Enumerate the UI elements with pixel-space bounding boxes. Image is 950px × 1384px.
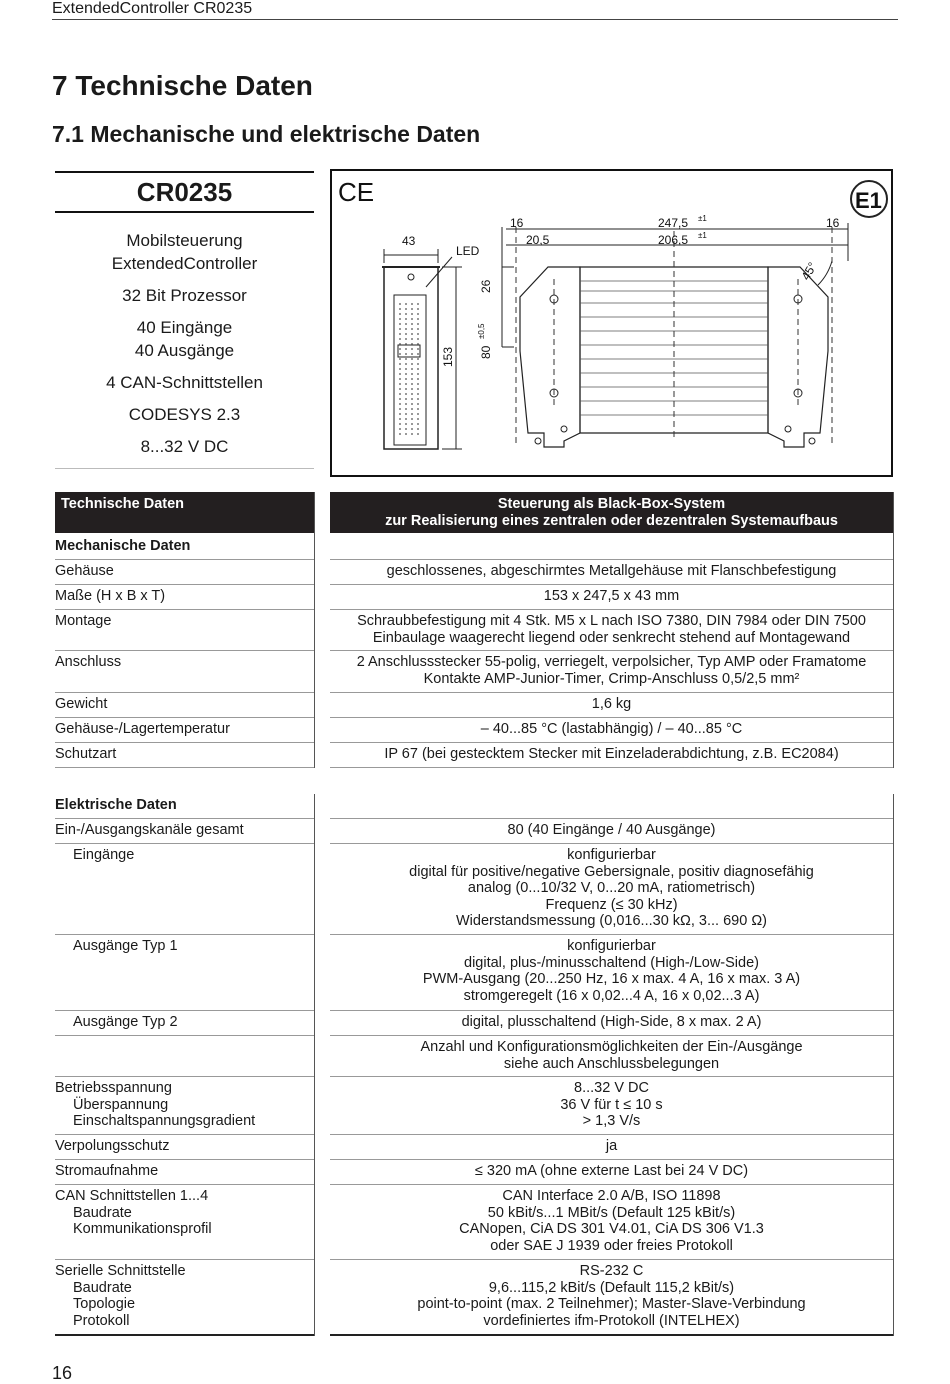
table-row-value: – 40...85 °C (lastabhängig) / – 40...85 °C [330, 718, 893, 743]
table-row-value: 8...32 V DC 36 V für t ≤ 10 s > 1,3 V/s [330, 1077, 893, 1135]
svg-text:45°: 45° [798, 259, 820, 283]
svg-text:E1: E1 [855, 188, 882, 213]
table-row-value: digital, plusschaltend (High-Side, 8 x max. 2 A) [330, 1011, 893, 1036]
product-feature-group [55, 403, 314, 426]
product-feature-group [55, 284, 314, 307]
table-row-label: Anschluss [55, 651, 314, 693]
section-heading-mechanical: Mechanische Daten [55, 535, 314, 560]
product-feature-group [55, 435, 314, 458]
table-header-line: zur Realisierung eines zentralen oder dezentralen Systemaufbaus [385, 513, 838, 529]
product-feature: CODESYS 2.3 [128, 405, 241, 424]
table-row-value: RS-232 C 9,6...115,2 kBit/s (Default 115,2 kBit/s) point-to-point (max. 2 Teilnehmer); Master-Slave-Verbindung vordefiniertes ifm-Protokoll (INTELHEX) [330, 1260, 893, 1336]
svg-text:±1: ±1 [698, 214, 707, 223]
table-row-label: Ausgänge Typ 2 [55, 1011, 314, 1036]
product-feature: 4 CAN-Schnittstellen [106, 373, 263, 392]
table-row-label: Maße (H x B x T) [55, 585, 314, 610]
table-row-value: konfigurierbar digital für positive/negative Gebersignale, positiv diagnosefähig analog (0...10/32 V, 0...20 mA, ratiometrisch) Frequenz (≤ 30 kHz) Widerstandsmessung (0,016...30 kΩ, 3... 690 Ω) [330, 844, 893, 935]
page-header: ExtendedController CR0235 [52, 0, 898, 20]
section-heading-electrical: Elektrische Daten [55, 794, 314, 819]
table-row-label: CAN Schnittstellen 1...4 Baudrate Kommunikationsprofil [55, 1185, 314, 1260]
table-row-value: IP 67 (bei gestecktem Stecker mit Einzeladerabdichtung, z.B. EC2084) [330, 743, 893, 768]
table-row-label: Betriebsspannung Überspannung Einschaltspannungsgradient [55, 1077, 314, 1135]
svg-text:±0,5: ±0,5 [477, 323, 486, 339]
table-header-right [330, 492, 893, 533]
svg-text:43: 43 [402, 234, 416, 248]
table-row-label: Gehäuse-/Lagertemperatur [55, 718, 314, 743]
front-view [477, 214, 848, 447]
product-feature-group [55, 316, 314, 362]
table-row-value: konfigurierbar digital, plus-/minusschaltend (High-/Low-Side) PWM-Ausgang (20...250 Hz, 16 x max. 4 A, 16 x max. 3 A) stromgeregelt (16 x 0,02...4 A, 16 x 0,02...3 A) [330, 935, 893, 1011]
product-model: CR0235 [55, 173, 314, 213]
table-row-label: Montage [55, 610, 314, 651]
svg-text:206,5: 206,5 [658, 233, 689, 247]
table-divider [314, 794, 315, 1336]
svg-text:±1: ±1 [698, 231, 707, 240]
table-row-value: 2 Anschlussstecker 55-polig, verriegelt, verpolsicher, Typ AMP oder Framatome Kontakte AMP-Junior-Timer, Crimp-Anschluss 0,5/2,5 mm² [330, 651, 893, 693]
table-row-label [55, 1036, 314, 1077]
table-row-value: 80 (40 Eingänge / 40 Ausgänge) [330, 819, 893, 844]
svg-text:153: 153 [441, 346, 455, 367]
table-row-value: CAN Interface 2.0 A/B, ISO 11898 50 kBit/s...1 MBit/s (Default 125 kBit/s) CANopen, CiA DS 301 V4.01, CiA DS 306 V1.3 oder SAE J 1939 oder freies Protokoll [330, 1185, 893, 1260]
dimension-drawing-svg [332, 171, 891, 475]
table-row-label: Ein-/Ausgangskanäle gesamt [55, 819, 314, 844]
table-row-value: ≤ 320 mA (ohne externe Last bei 24 V DC) [330, 1160, 893, 1185]
table-divider [893, 794, 894, 1336]
svg-text:LED: LED [456, 244, 480, 258]
product-feature: ExtendedController [111, 254, 258, 273]
table-row-label: Gewicht [55, 693, 314, 718]
svg-text:26: 26 [479, 279, 493, 293]
product-feature: 32 Bit Prozessor [122, 286, 247, 305]
product-feature: 8...32 V DC [140, 437, 229, 456]
table-row-label: Schutzart [55, 743, 314, 768]
product-feature: 40 Eingänge [136, 318, 233, 337]
table-row-value: geschlossenes, abgeschirmtes Metallgehäuse mit Flanschbefestigung [330, 560, 893, 585]
ce-mark-icon: CE [338, 177, 375, 207]
svg-text:16: 16 [510, 216, 524, 230]
table-header-left: Technische Daten [55, 492, 314, 533]
product-feature-group [55, 229, 314, 275]
table-row-value: 1,6 kg [330, 693, 893, 718]
table-cell-empty [330, 535, 893, 560]
table-row-label: Gehäuse [55, 560, 314, 585]
table-row-label: Ausgänge Typ 1 [55, 935, 314, 1011]
product-feature-group [55, 371, 314, 394]
table-row-label: Verpolungsschutz [55, 1135, 314, 1160]
svg-text:80: 80 [479, 345, 493, 359]
chapter-title: 7 Technische Daten [52, 70, 313, 101]
table-row-label: Serielle Schnittstelle Baudrate Topologie Protokoll [55, 1260, 314, 1336]
table-header-line: Steuerung als Black-Box-System [497, 496, 726, 512]
table-row-value: 153 x 247,5 x 43 mm [330, 585, 893, 610]
svg-text:16: 16 [826, 216, 840, 230]
svg-text:247,5: 247,5 [658, 216, 689, 230]
svg-text:20,5: 20,5 [526, 233, 550, 247]
section-title: 7.1 Mechanische und elektrische Daten [52, 121, 481, 147]
product-summary [55, 171, 314, 469]
product-feature: Mobilsteuerung [126, 231, 243, 250]
dimension-drawing [330, 169, 893, 477]
side-view [382, 234, 480, 449]
table-row-value: Anzahl und Konfigurationsmöglichkeiten der Ein-/Ausgänge siehe auch Anschlussbelegungen [330, 1036, 893, 1077]
table-row-value: Schraubbefestigung mit 4 Stk. M5 x L nach ISO 7380, DIN 7984 oder DIN 7500 Einbaulage waagerecht liegend oder senkrecht stehend auf Montagewand [330, 610, 893, 651]
page-number: 16 [52, 1363, 73, 1383]
e1-mark-icon [851, 181, 887, 217]
product-feature: 40 Ausgänge [134, 341, 235, 360]
table-divider [314, 492, 315, 768]
table-row-label: Stromaufnahme [55, 1160, 314, 1185]
table-row-label: Eingänge [55, 844, 314, 935]
table-cell-empty [330, 794, 893, 819]
table-row-value: ja [330, 1135, 893, 1160]
table-divider [893, 492, 894, 768]
